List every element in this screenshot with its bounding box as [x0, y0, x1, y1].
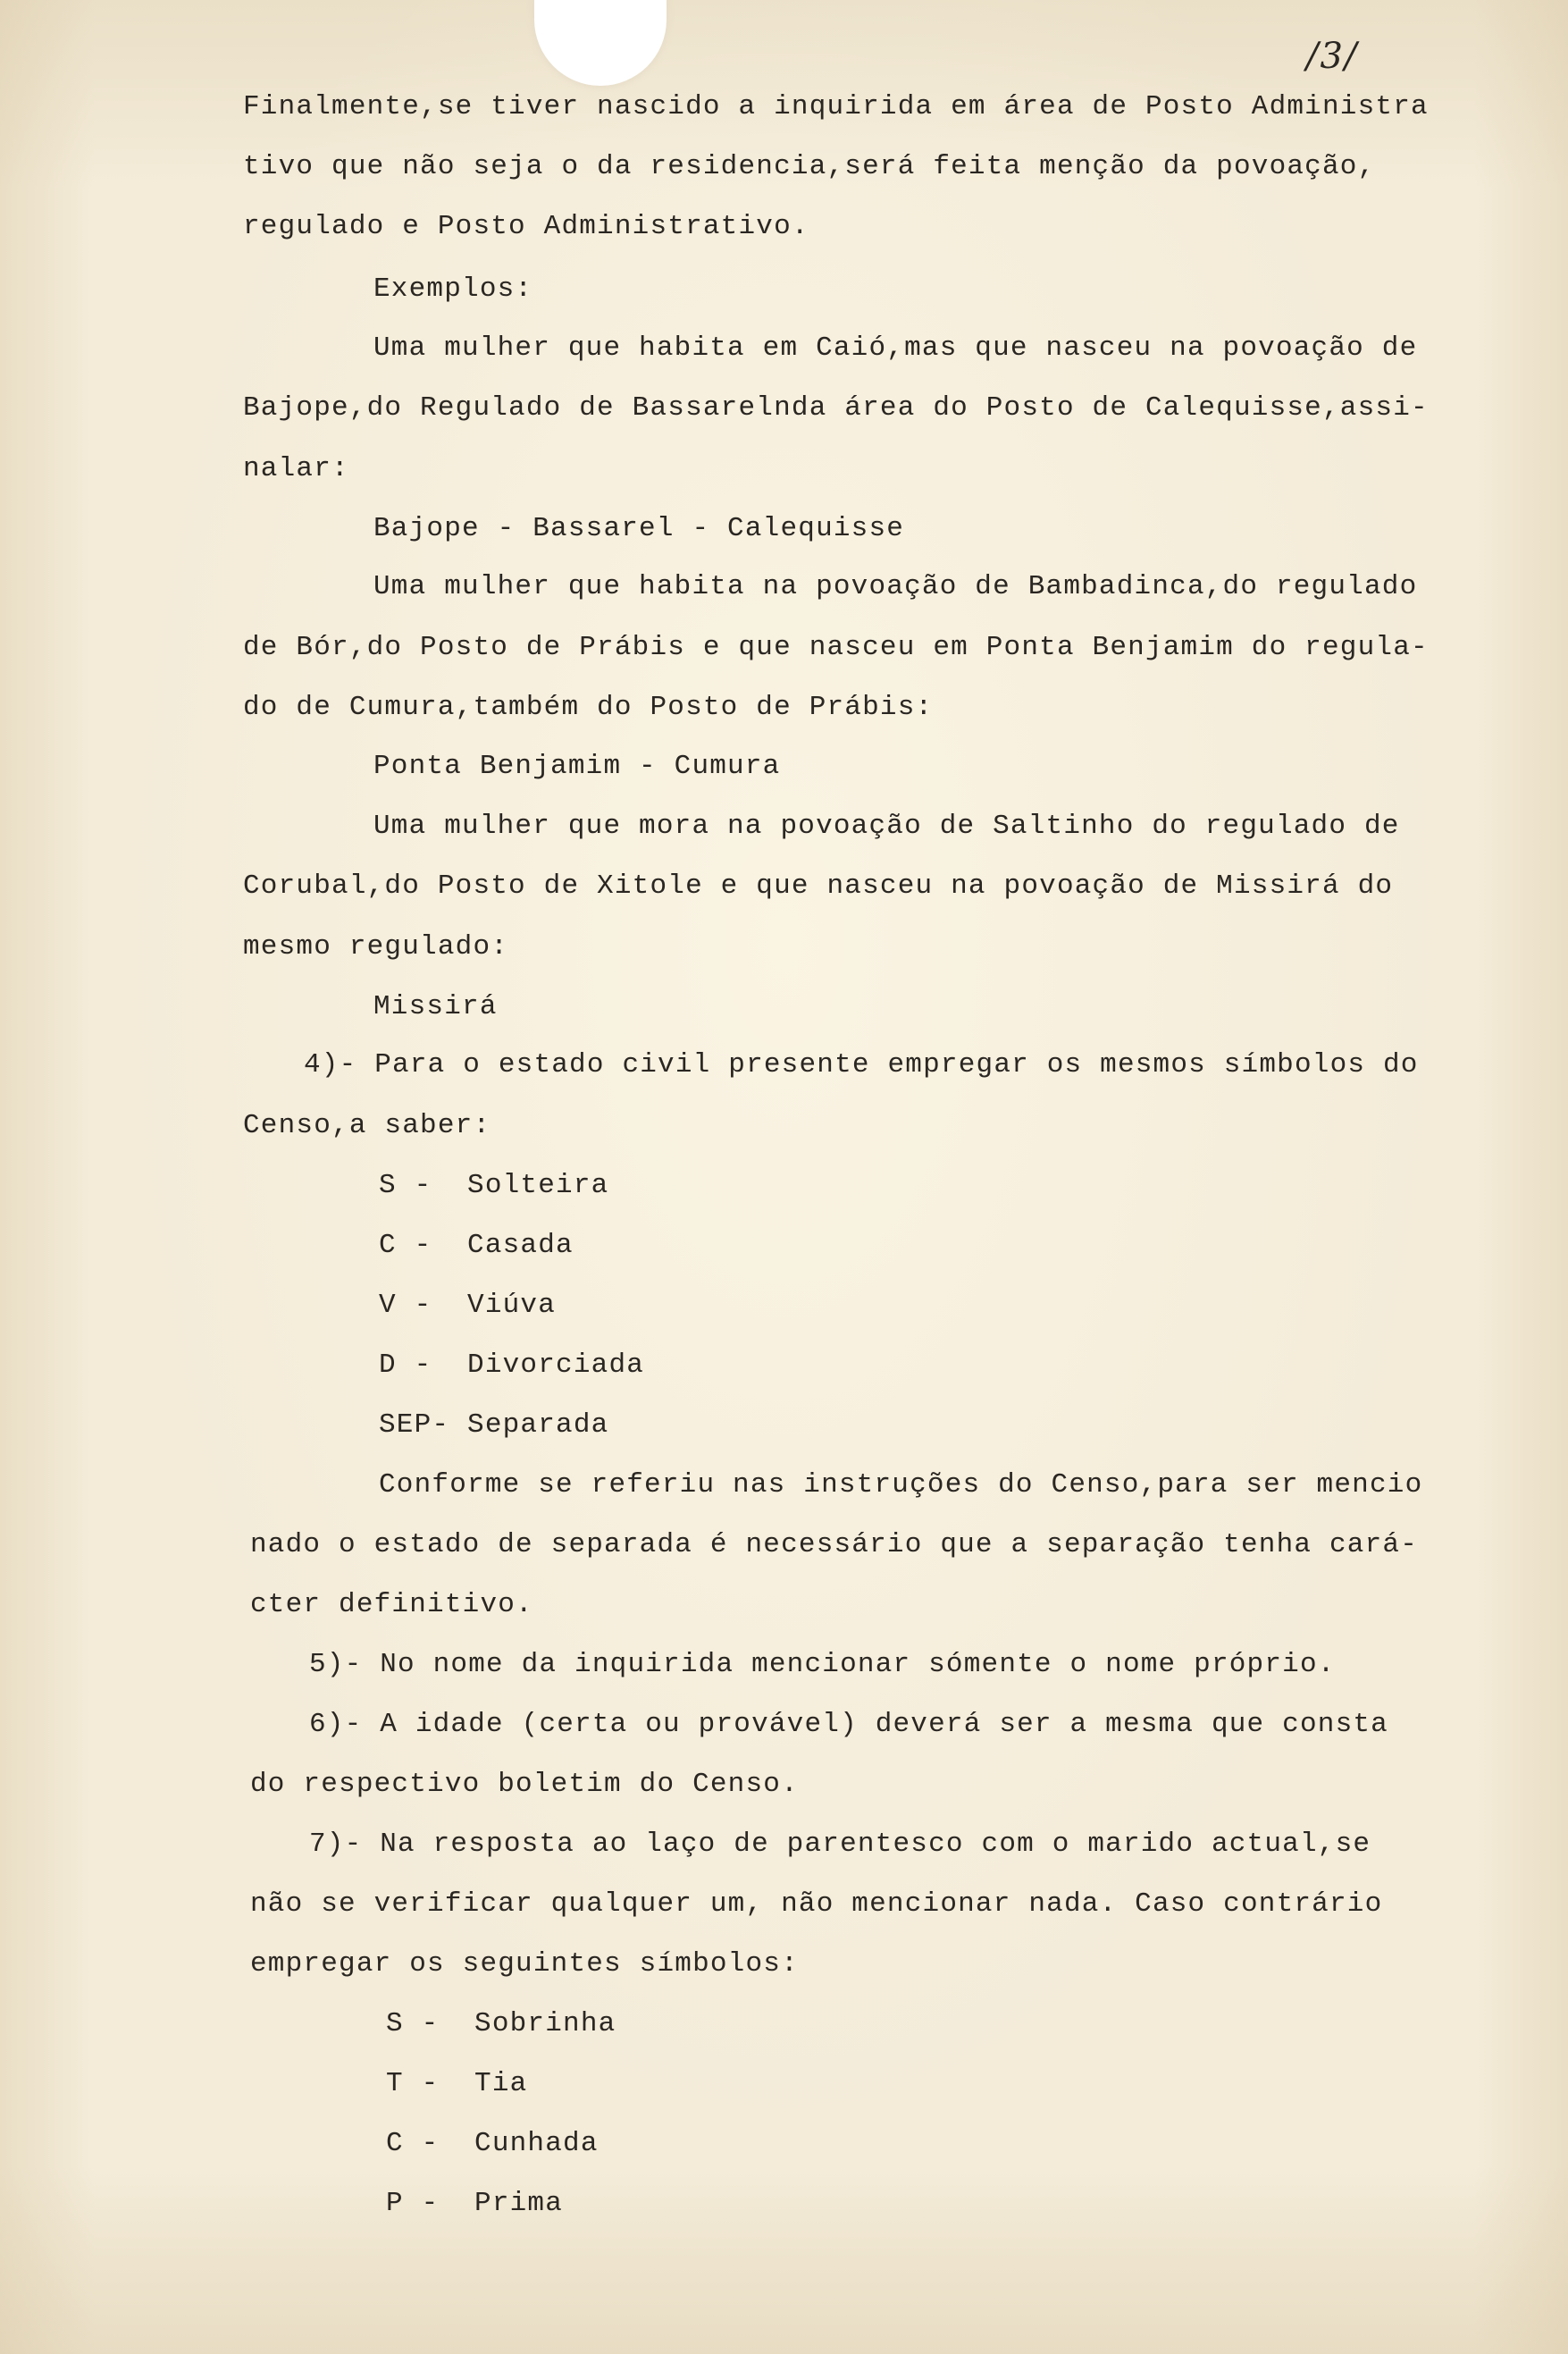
text-line: do de Cumura,também do Posto de Prábis: [243, 692, 934, 723]
text-line: SEP- Separada [379, 1409, 609, 1441]
text-line: Uma mulher que habita em Caió,mas que nasceu na povoação de [373, 332, 1418, 364]
text-line: Uma mulher que mora na povoação de Saltinho do regulado de [373, 811, 1400, 842]
text-line: de Bór,do Posto de Prábis e que nasceu em Ponta Benjamim do regula- [243, 632, 1429, 663]
text-line: cter definitivo. [250, 1589, 533, 1620]
text-line: D - Divorciada [379, 1349, 645, 1381]
text-line: Conforme se referiu nas instruções do Censo,para ser mencio [379, 1469, 1423, 1501]
text-line: V - Viúva [379, 1290, 557, 1321]
text-line: não se verificar qualquer um, não mencionar nada. Caso contrário [250, 1888, 1383, 1920]
text-line: T - Tia [386, 2068, 528, 2099]
text-line: Corubal,do Posto de Xitole e que nasceu na povoação de Missirá do [243, 870, 1394, 902]
text-line: tivo que não seja o da residencia,será feita menção da povoação, [243, 151, 1376, 182]
text-line: Censo,a saber: [243, 1110, 491, 1141]
text-line: Exemplos: [373, 273, 533, 305]
text-line: 6)- A idade (certa ou provável) deverá ser a mesma que consta [309, 1709, 1388, 1740]
text-line: C - Cunhada [386, 2128, 599, 2159]
text-line: S - Solteira [379, 1170, 609, 1201]
text-line: C - Casada [379, 1230, 574, 1261]
text-line: Finalmente,se tiver nascido a inquirida em área de Posto Administra [243, 91, 1429, 122]
text-line: nado o estado de separada é necessário que a separação tenha cará- [250, 1529, 1418, 1560]
text-line: regulado e Posto Administrativo. [243, 211, 809, 242]
text-line: P - Prima [386, 2188, 564, 2219]
text-line: 5)- No nome da inquirida mencionar sómente o nome próprio. [309, 1649, 1336, 1680]
text-line: Bajope,do Regulado de Bassarelnda área do Posto de Calequisse,assi- [243, 392, 1429, 424]
text-line: 7)- Na resposta ao laço de parentesco com o marido actual,se [309, 1829, 1371, 1860]
text-line: Bajope - Bassarel - Calequisse [373, 513, 905, 544]
text-line: nalar: [243, 453, 349, 484]
text-line: Ponta Benjamim - Cumura [373, 751, 781, 782]
text-line: Uma mulher que habita na povoação de Bambadinca,do regulado [373, 571, 1418, 602]
text-line: S - Sobrinha [386, 2008, 616, 2039]
text-line: 4)- Para o estado civil presente empregar os mesmos símbolos do [304, 1049, 1419, 1080]
text-line: Missirá [373, 991, 498, 1022]
text-line: empregar os seguintes símbolos: [250, 1948, 799, 1980]
text-line: do respectivo boletim do Censo. [250, 1769, 799, 1800]
page-number: /3/ [1306, 36, 1359, 77]
text-line: mesmo regulado: [243, 931, 509, 963]
